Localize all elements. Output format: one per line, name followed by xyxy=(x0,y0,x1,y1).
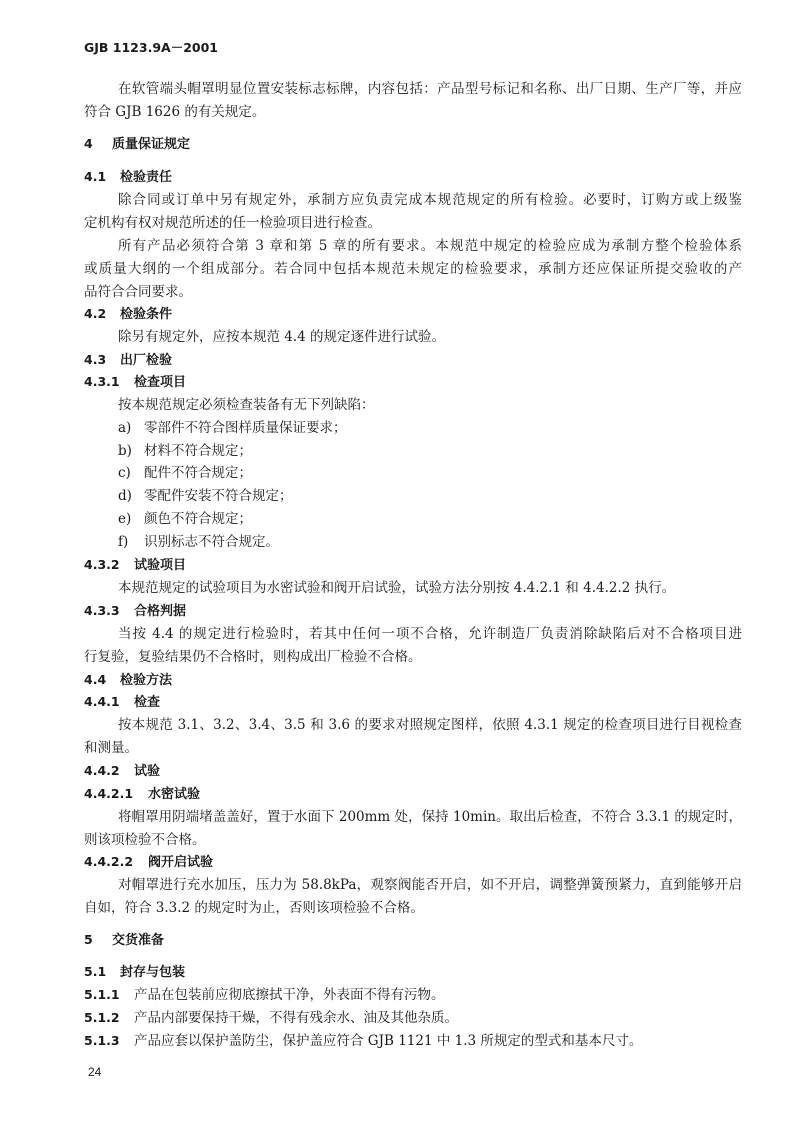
s4421-p1-line-1: 将帽罩用阴端堵盖盖好，置于水面下 200mm 处，保持 10min。取出后检查，不符合 3.3.1 的规定时， xyxy=(118,809,742,825)
list-marker: e) xyxy=(118,511,132,527)
section-4-3-1-heading xyxy=(84,372,186,393)
clause-5-1-1 xyxy=(84,985,445,1005)
section-number: 5 xyxy=(84,932,93,947)
section-number: 4.3.1 xyxy=(84,374,120,389)
clause-5-1-2 xyxy=(84,1008,458,1028)
list-text: 识别标志不符合规定。 xyxy=(144,534,279,550)
list-text: 零配件安装不符合规定； xyxy=(144,488,293,504)
list-text: 颜色不符合规定； xyxy=(144,511,252,527)
section-number: 4 xyxy=(84,136,93,151)
clause-text: 产品在包装前应彻底擦拭干净，外表面不得有污物。 xyxy=(134,987,445,1003)
section-title: 合格判据 xyxy=(134,604,187,619)
section-4-4-1-heading xyxy=(84,692,160,713)
s4422-p1-line-1: 对帽罩进行充水加压，压力为 58.8kPa，观察阀能否开启，如不开启，调整弹簧预紧力，直到能够开启 xyxy=(118,877,742,893)
section-number: 5.1 xyxy=(84,964,107,979)
section-number: 4.2 xyxy=(84,306,107,321)
list-text: 零部件不符合图样质量保证要求； xyxy=(144,420,347,436)
section-4-4-2-2-heading xyxy=(84,852,213,873)
s433-p1-line-2: 行复验，复验结果仍不合格时，则构成出厂检验不合格。 xyxy=(84,649,422,665)
section-number: 4.3.3 xyxy=(84,603,120,618)
section-4-4-2-1-heading xyxy=(84,784,200,805)
s41-p1-line-2: 定机构有权对规范所述的任一检验项目进行检查。 xyxy=(84,215,381,231)
s431-intro: 按本规范规定必须检查装备有无下列缺陷： xyxy=(118,397,375,413)
section-5-1-heading xyxy=(84,962,185,983)
section-title: 阀开启试验 xyxy=(148,855,214,870)
s4421-p1-line-2: 则该项检验不合格。 xyxy=(84,832,206,848)
s441-p1-line-1: 按本规范 3.1、3.2、3.4、3.5 和 3.6 的要求对照规定图样，依照 4.3.1 规定的检查项目进行目视检查 xyxy=(118,717,742,733)
section-number: 4.4.2.1 xyxy=(84,786,134,801)
section-number: 4.4 xyxy=(84,672,107,687)
s41-p1-line-1: 除合同或订单中另有规定外，承制方应负责完成本规范规定的所有检验。必要时，订购方或上级鉴 xyxy=(118,192,742,208)
section-number: 4.4.2.2 xyxy=(84,854,134,869)
list-item xyxy=(118,441,252,461)
list-marker: b) xyxy=(118,443,132,459)
section-4-3-heading xyxy=(84,350,172,371)
section-4-1-heading xyxy=(84,167,172,188)
section-number: 4.4.1 xyxy=(84,694,120,709)
section-4-4-2-heading xyxy=(84,761,160,782)
section-5-heading xyxy=(84,930,164,951)
marking-paragraph-line-1: 在软管端头帽罩明显位置安装标志标牌，内容包括：产品型号标记和名称、出厂日期、生产厂等，并应 xyxy=(118,81,742,97)
section-title: 检验方法 xyxy=(120,673,173,688)
s441-p1-line-2: 和测量。 xyxy=(84,740,138,756)
section-title: 交货准备 xyxy=(112,933,165,948)
marking-paragraph-line-2: 符合 GJB 1626 的有关规定。 xyxy=(84,104,266,120)
list-marker: f) xyxy=(118,534,129,550)
clause-text: 产品应套以保护盖防尘，保护盖应符合 GJB 1121 中 1.3 所规定的型式和基本尺寸。 xyxy=(134,1033,643,1049)
list-item xyxy=(118,463,252,483)
section-4-2-heading xyxy=(84,304,172,325)
document-code-header: GJB 1123.9A－2001 xyxy=(84,40,218,55)
clause-5-1-3 xyxy=(84,1031,642,1051)
section-4-3-2-heading xyxy=(84,555,186,576)
list-marker: c) xyxy=(118,465,131,481)
section-title: 试验 xyxy=(134,764,161,779)
section-4-heading xyxy=(84,134,190,155)
section-title: 检查 xyxy=(134,695,161,710)
section-4-3-3-heading xyxy=(84,601,186,622)
list-marker: a) xyxy=(118,420,132,436)
section-number: 5.1.2 xyxy=(84,1010,120,1025)
section-title: 检验条件 xyxy=(120,307,173,322)
section-number: 4.3.2 xyxy=(84,557,120,572)
section-title: 检验责任 xyxy=(120,170,173,185)
section-title: 出厂检验 xyxy=(120,353,173,368)
list-text: 配件不符合规定； xyxy=(144,465,252,481)
section-title: 试验项目 xyxy=(134,558,187,573)
s433-p1-line-1: 当按 4.4 的规定进行检验时，若其中任何一项不合格，允许制造厂负责消除缺陷后对不合格项目进 xyxy=(118,626,742,642)
section-title: 检查项目 xyxy=(134,375,187,390)
section-number: 5.1.3 xyxy=(84,1033,120,1048)
s41-p2-line-2: 或质量大纲的一个组成部分。若合同中包括本规范未规定的检验要求，承制方还应保证所提交验收的产 xyxy=(84,261,742,277)
clause-text: 产品内部要保持干燥，不得有残余水、油及其他杂质。 xyxy=(134,1010,458,1026)
list-item xyxy=(118,532,279,552)
list-text: 材料不符合规定； xyxy=(144,443,252,459)
section-number: 5.1.1 xyxy=(84,987,120,1002)
section-number: 4.1 xyxy=(84,169,107,184)
s42-p1: 除另有规定外，应按本规范 4.4 的规定逐件进行试验。 xyxy=(118,329,446,345)
section-number: 4.4.2 xyxy=(84,763,120,778)
section-number: 4.3 xyxy=(84,352,107,367)
s41-p2-line-3: 品符合合同要求。 xyxy=(84,284,192,300)
list-marker: d) xyxy=(118,488,132,504)
list-item xyxy=(118,509,252,529)
section-4-4-heading xyxy=(84,670,172,691)
section-title: 封存与包装 xyxy=(120,965,186,980)
list-item xyxy=(118,418,347,438)
s41-p2-line-1: 所有产品必须符合第 3 章和第 5 章的所有要求。本规范中规定的检验应成为承制方整个检验体系 xyxy=(118,238,742,254)
page-number: 24 xyxy=(88,1065,102,1079)
section-title: 水密试验 xyxy=(148,787,201,802)
s432-p1: 本规范规定的试验项目为水密试验和阀开启试验，试验方法分别按 4.4.2.1 和 4.4.2.2 执行。 xyxy=(118,580,676,596)
section-title: 质量保证规定 xyxy=(112,137,191,152)
s4422-p1-line-2: 自如，符合 3.3.2 的规定时为止，否则该项检验不合格。 xyxy=(84,900,424,916)
list-item xyxy=(118,486,293,506)
